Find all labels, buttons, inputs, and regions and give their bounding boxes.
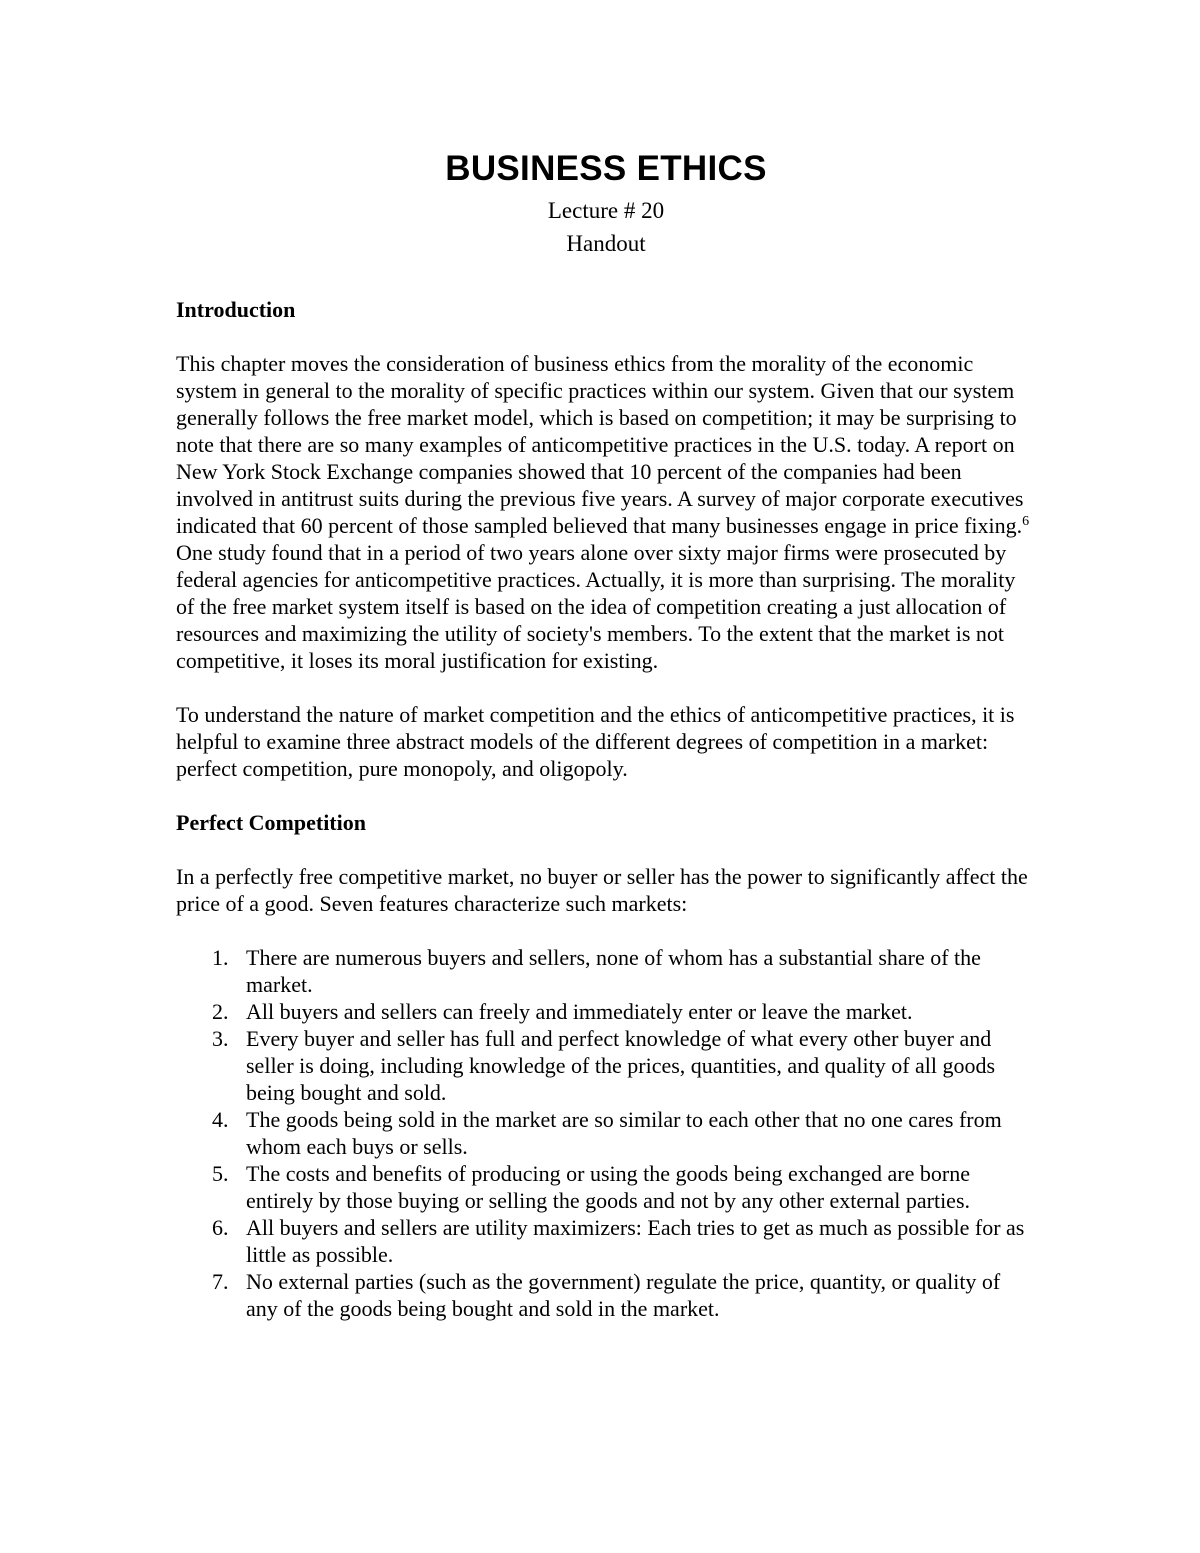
list-item-text: All buyers and sellers can freely and immediately enter or leave the market. [246, 999, 913, 1024]
list-item-number: 7. [212, 1269, 229, 1294]
list-item-text: The goods being sold in the market are so similar to each other that no one cares from whom each buys or sells. [246, 1107, 1002, 1159]
list-item [176, 944, 1036, 998]
list-item [176, 1268, 1036, 1322]
list-item-number: 3. [212, 1026, 229, 1051]
footnote-reference: 6 [1022, 514, 1030, 529]
list-item [176, 1025, 1036, 1106]
list-item-text: All buyers and sellers are utility maximizers: Each tries to get as much as possible for as little as possible. [246, 1215, 1025, 1267]
list-item [176, 1106, 1036, 1160]
list-item-text: Every buyer and seller has full and perfect knowledge of what every other buyer and seller is doing, including knowledge of the prices, quantities, and quality of all goods being bought and sold. [246, 1026, 996, 1105]
list-item-number: 4. [212, 1107, 229, 1132]
introduction-paragraph-1-text-a: This chapter moves the consideration of business ethics from the morality of the economic system in general to the morality of specific practices within our system. Given that our system generally follows the free market model, which is based on competition; it may be surprising to note that there are so many examples of anticompetitive practices in the U.S. today. A report on New York Stock Exchange companies showed that 10 percent of the companies had been involved in antitrust suits during the previous five years. A survey of major corporate executives indicated that 60 percent of those sampled believed that many businesses engage in price fixing. [176, 351, 1024, 538]
list-item-text: No external parties (such as the government) regulate the price, quantity, or quality of any of the goods being bought and sold in the market. [246, 1269, 1001, 1321]
market-features-list [176, 944, 1036, 1322]
introduction-paragraph-1-text-b: One study found that in a period of two years alone over sixty major firms were prosecuted by federal agencies for anticompetitive practices. Actually, it is more than surprising. The morality of the free market system itself is based on the idea of competition creating a just allocation of resources and maximizing the utility of society's members. To the extent that the market is not competitive, it loses its moral justification for existing. [176, 540, 1016, 673]
lecture-number: Lecture # 20 [547, 198, 665, 223]
list-item-number: 1. [212, 945, 229, 970]
introduction-heading: Introduction [176, 297, 296, 322]
list-item [176, 1160, 1036, 1214]
perfect-competition-heading: Perfect Competition [176, 810, 366, 835]
introduction-paragraph-1 [176, 350, 1036, 674]
page-content [176, 148, 1036, 1322]
handout-label: Handout [566, 231, 646, 256]
list-item-text: The costs and benefits of producing or using the goods being exchanged are borne entirely by those buying or selling the goods and not by any other external parties. [246, 1161, 971, 1213]
list-item [176, 1214, 1036, 1268]
list-item-number: 2. [212, 999, 229, 1024]
list-item-text: There are numerous buyers and sellers, none of whom has a substantial share of the market. [246, 945, 981, 997]
list-item-number: 5. [212, 1161, 229, 1186]
introduction-paragraph-2: To understand the nature of market competition and the ethics of anticompetitive practices, it is helpful to examine three abstract models of the different degrees of competition in a market: perfect competition, pure monopoly, and oligopoly. [176, 702, 1015, 781]
perfect-competition-paragraph: In a perfectly free competitive market, no buyer or seller has the power to significantly affect the price of a good. Seven features characterize such markets: [176, 864, 1028, 916]
document-title: BUSINESS ETHICS [445, 149, 767, 188]
list-item [176, 998, 1036, 1025]
list-item-number: 6. [212, 1215, 229, 1240]
